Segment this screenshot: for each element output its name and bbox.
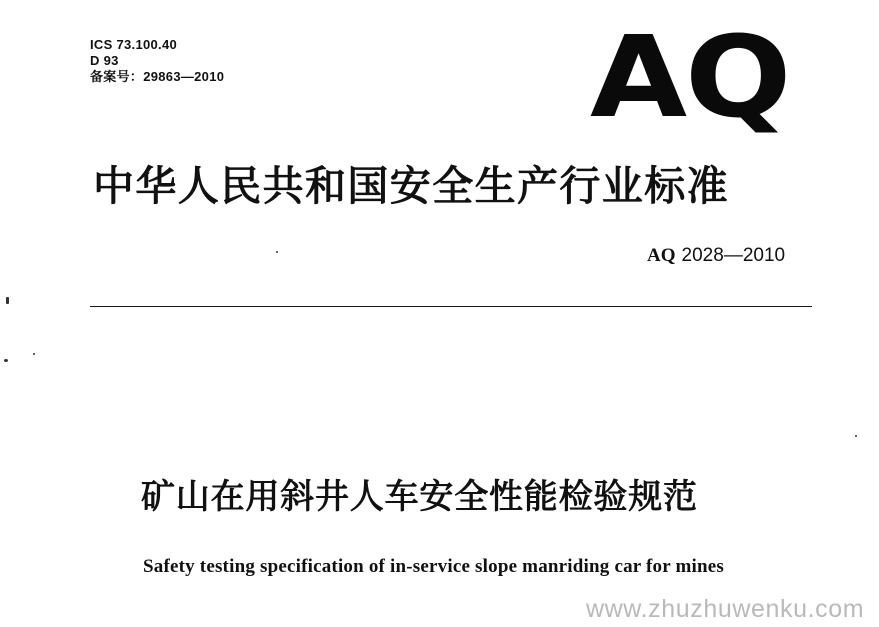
ics-code: ICS 73.100.40 <box>90 37 178 52</box>
document-title-chinese: 矿山在用斜井人车安全性能检验规范 <box>141 477 698 517</box>
standard-title: 中华人民共和国安全生产行业标准 <box>93 162 729 210</box>
aq-logo: AQ <box>590 13 790 143</box>
standard-code <box>647 244 785 267</box>
header-divider <box>90 306 812 307</box>
scan-mark <box>276 251 278 253</box>
standard-code-prefix: AQ <box>647 245 676 266</box>
standard-code-number: 2028—2010 <box>681 245 786 266</box>
document-title-english: Safety testing specification of in-service slope manriding car for mines <box>143 556 724 577</box>
ccs-code: D 93 <box>90 53 119 68</box>
watermark: www.zhuzhuwenku.com <box>586 595 865 623</box>
scan-mark <box>855 435 857 437</box>
scan-mark <box>6 297 9 304</box>
scan-mark <box>4 359 8 362</box>
record-number: 备案号：29863—2010 <box>90 69 225 84</box>
scan-mark <box>33 353 35 355</box>
